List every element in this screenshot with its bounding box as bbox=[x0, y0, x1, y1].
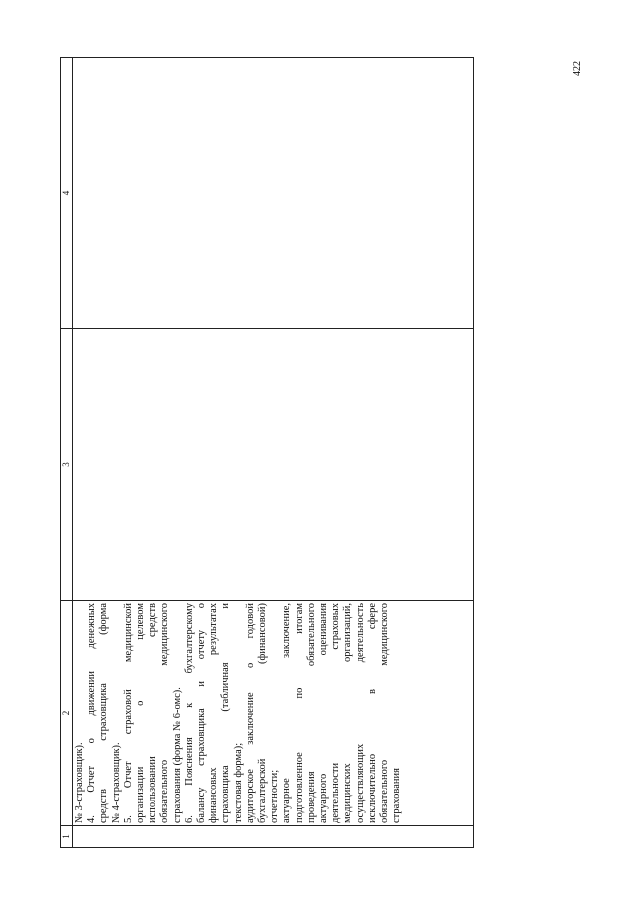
col2-line: средств страховщика (форма bbox=[98, 603, 110, 823]
col2-line: актуарного оценивания bbox=[318, 603, 330, 823]
header-col-1: 1 bbox=[61, 826, 73, 848]
col2-line: страхования (форма № 6-омс). bbox=[171, 687, 183, 823]
col2-line: № 3-страховщик). bbox=[74, 742, 85, 823]
rotated-table bbox=[60, 58, 472, 848]
table-header-row bbox=[61, 58, 73, 848]
table-body-row bbox=[73, 58, 474, 848]
col2-line: 6. Пояснения к бухгалтерскому bbox=[183, 603, 195, 823]
col2-line: текстовая форма); bbox=[232, 742, 244, 823]
cell-col-1 bbox=[73, 826, 474, 848]
col2-text bbox=[73, 601, 404, 825]
header-col-4: 4 bbox=[61, 58, 73, 329]
col2-line: проведения обязательного bbox=[305, 603, 317, 823]
cell-col-4 bbox=[73, 58, 474, 329]
col2-line: обязательного медицинского bbox=[159, 603, 171, 823]
document-table-container bbox=[60, 58, 472, 848]
col2-line: организации о целевом bbox=[135, 603, 147, 823]
col2-line: страховщика (табличная и bbox=[220, 603, 232, 823]
col2-line: деятельности страховых bbox=[330, 603, 342, 823]
col2-line: аудиторское заключение о годовой bbox=[244, 603, 256, 823]
col2-line: обязательного медицинского bbox=[379, 603, 391, 823]
header-col-2: 2 bbox=[61, 601, 73, 826]
col2-line: использовании средств bbox=[147, 603, 159, 823]
col2-line: исключительно в сфере bbox=[366, 603, 378, 823]
col2-line: финансовых результатах bbox=[208, 603, 220, 823]
col2-line: бухгалтерской (финансовой) bbox=[257, 603, 269, 823]
col2-line: 4. Отчет о движении денежных bbox=[86, 603, 98, 823]
col2-line: № 4-страховщик). bbox=[110, 742, 122, 823]
col2-line: актуарное заключение, bbox=[281, 603, 293, 823]
cell-col-3 bbox=[73, 329, 474, 601]
col2-line: балансу страховщика и отчету о bbox=[196, 603, 208, 823]
document-table bbox=[60, 57, 474, 848]
col2-line: медицинских организаций, bbox=[342, 603, 354, 823]
col2-line: подготовленное по итогам bbox=[293, 603, 305, 823]
col2-line: страхования bbox=[391, 768, 403, 823]
cell-col-2 bbox=[73, 601, 474, 826]
page-number: 422 bbox=[572, 61, 583, 76]
col2-line: 5. Отчет страховой медицинской bbox=[122, 603, 134, 823]
col2-line: осуществляющих деятельность bbox=[354, 603, 366, 823]
header-col-3: 3 bbox=[61, 329, 73, 601]
col2-line: отчетности; bbox=[269, 769, 281, 823]
